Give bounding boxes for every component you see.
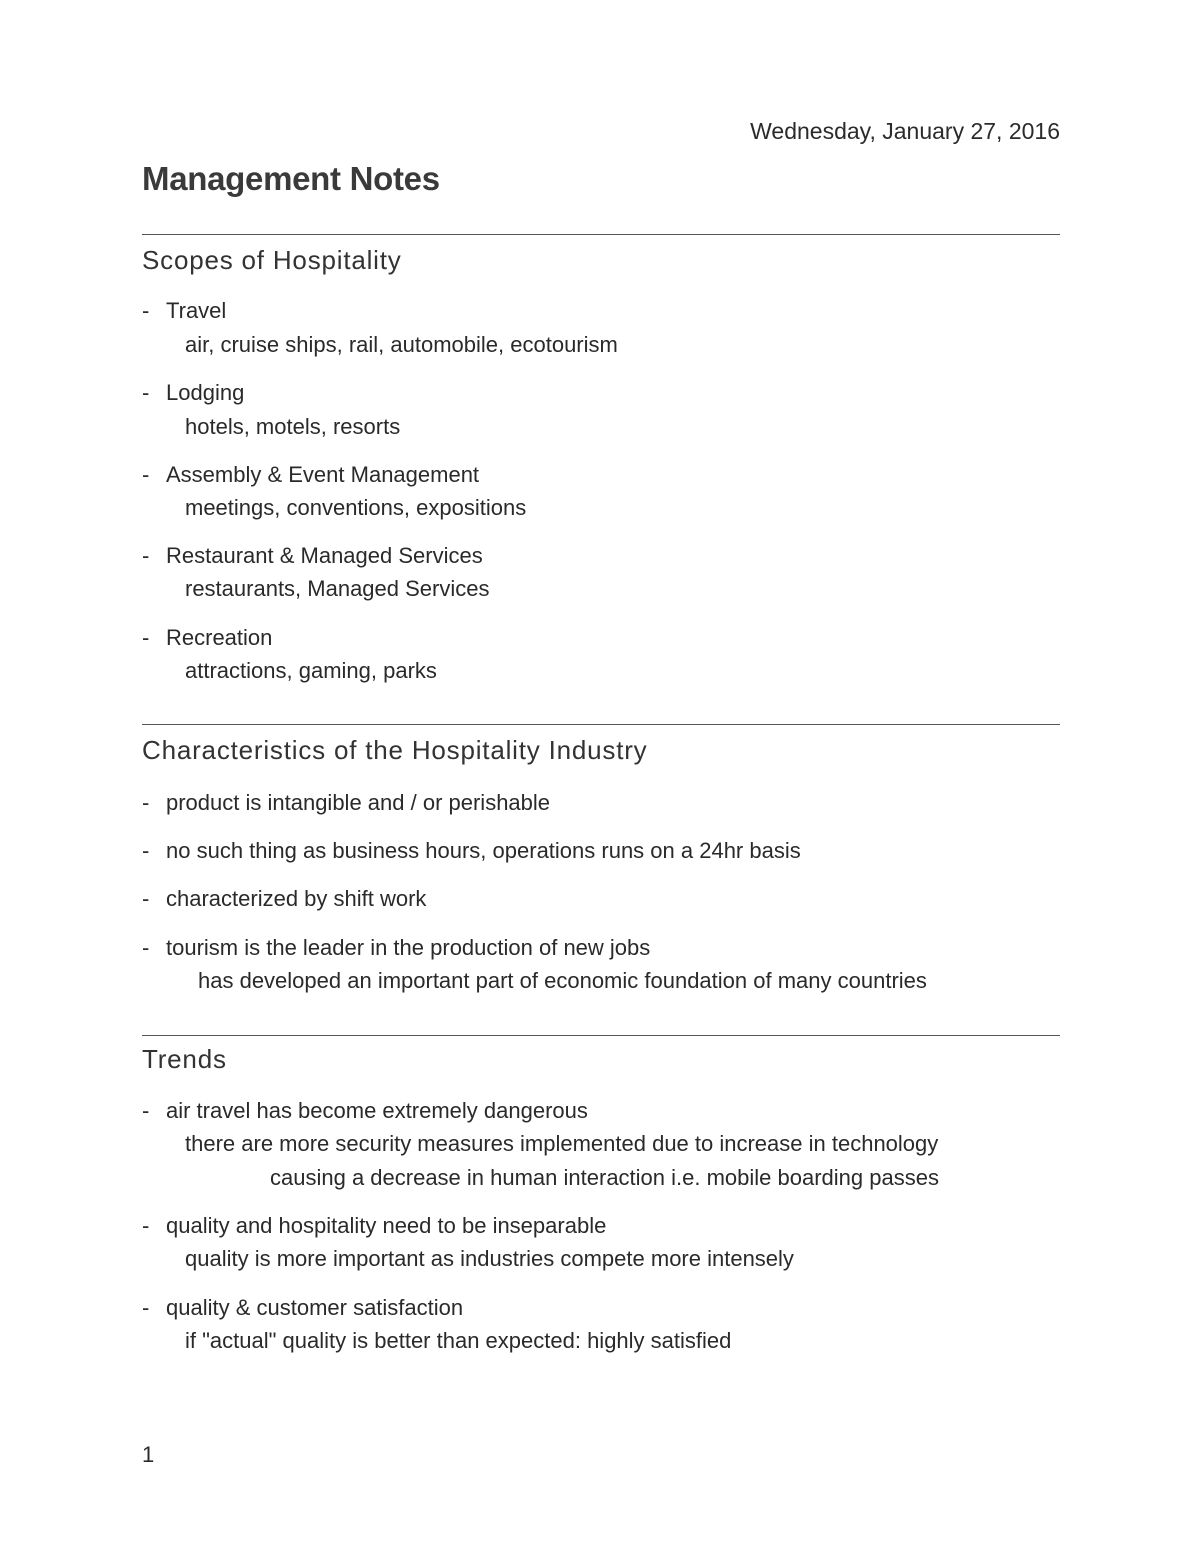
list-item-label: Restaurant & Managed Services: [166, 543, 483, 568]
section-heading-trends: Trends: [142, 1044, 227, 1074]
document-date: Wednesday, January 27, 2016: [750, 118, 1060, 144]
list-item-detail: there are more security measures implemented due to increase in technology: [185, 1131, 939, 1156]
list-item: [142, 625, 272, 651]
list-item-detail: if "actual" quality is better than expected: highly satisfied: [185, 1328, 732, 1353]
section-divider: [142, 234, 1060, 235]
section-heading-scopes: Scopes of Hospitality: [142, 245, 402, 275]
list-item-label: Lodging: [166, 380, 245, 405]
list-item-label: Assembly & Event Management: [166, 462, 480, 487]
list-item: [142, 543, 483, 569]
list-item-label: quality & customer satisfaction: [166, 1295, 464, 1320]
bullet-dash-icon: -: [142, 886, 150, 911]
list-item-detail: air, cruise ships, rail, automobile, ecotourism: [185, 332, 618, 357]
list-item: [142, 935, 650, 961]
list-item: [142, 1295, 463, 1321]
list-item-detail: restaurants, Managed Services: [185, 576, 490, 601]
bullet-dash-icon: -: [142, 1295, 150, 1320]
bullet-dash-icon: -: [142, 1213, 150, 1238]
list-item-detail: meetings, conventions, expositions: [185, 495, 527, 520]
list-item-detail: attractions, gaming, parks: [185, 658, 437, 683]
list-item-label: Travel: [166, 298, 227, 323]
list-item: [142, 298, 226, 324]
bullet-dash-icon: -: [142, 1098, 150, 1123]
document-title: Management Notes: [142, 160, 440, 197]
list-item-label: no such thing as business hours, operations runs on a 24hr basis: [166, 838, 801, 863]
list-item-label: tourism is the leader in the production of new jobs: [166, 935, 651, 960]
list-item: [142, 380, 244, 406]
bullet-dash-icon: -: [142, 625, 150, 650]
list-item-label: product is intangible and / or perishable: [166, 790, 551, 815]
list-item-detail: causing a decrease in human interaction i.e. mobile boarding passes: [270, 1165, 939, 1190]
list-item: [142, 1098, 588, 1124]
bullet-dash-icon: -: [142, 935, 150, 960]
list-item-label: characterized by shift work: [166, 886, 427, 911]
list-item-detail: quality is more important as industries compete more intensely: [185, 1246, 794, 1271]
page-number: 1: [142, 1442, 155, 1467]
list-item: [142, 838, 801, 864]
section-heading-characteristics: Characteristics of the Hospitality Industry: [142, 735, 648, 765]
bullet-dash-icon: -: [142, 790, 150, 815]
list-item-detail: has developed an important part of economic foundation of many countries: [198, 968, 927, 993]
bullet-dash-icon: -: [142, 543, 150, 568]
bullet-dash-icon: -: [142, 298, 150, 323]
list-item: [142, 790, 550, 816]
list-item-detail: hotels, motels, resorts: [185, 414, 401, 439]
list-item-label: Recreation: [166, 625, 273, 650]
bullet-dash-icon: -: [142, 838, 150, 863]
bullet-dash-icon: -: [142, 462, 150, 487]
list-item: [142, 462, 479, 488]
section-divider: [142, 1035, 1060, 1036]
list-item-label: quality and hospitality need to be inseparable: [166, 1213, 607, 1238]
list-item-label: air travel has become extremely dangerous: [166, 1098, 588, 1123]
list-item: [142, 886, 426, 912]
list-item: [142, 1213, 606, 1239]
section-divider: [142, 724, 1060, 725]
bullet-dash-icon: -: [142, 380, 150, 405]
